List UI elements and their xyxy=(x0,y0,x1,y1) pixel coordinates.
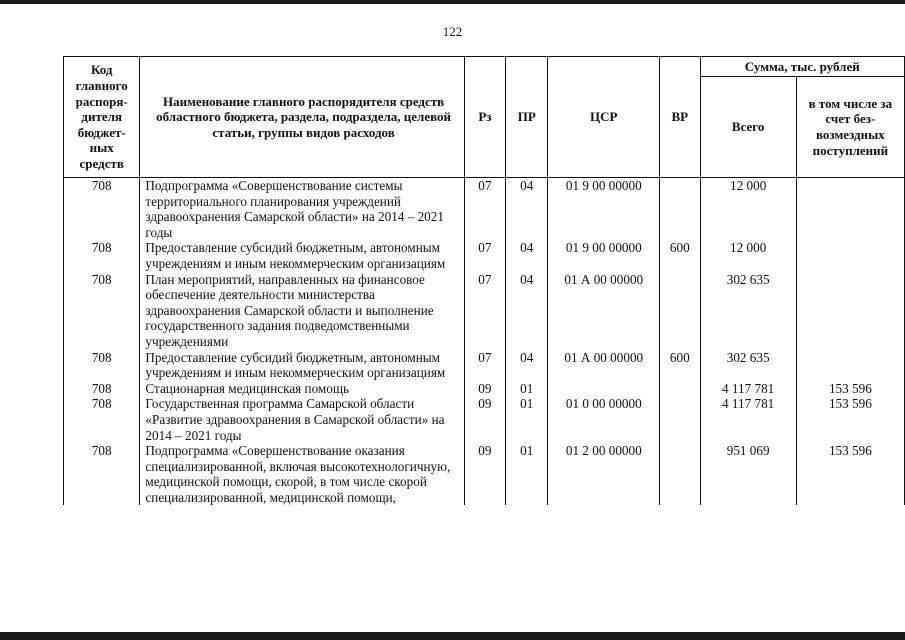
cell-kod: 708 xyxy=(64,240,140,271)
table-row xyxy=(64,350,905,381)
header-grant: в том числе за счет без-возмездных поступлений xyxy=(796,77,904,178)
cell-total: 12 000 xyxy=(700,240,796,271)
cell-pr: 01 xyxy=(506,396,548,443)
cell-name: План мероприятий, направленных на финансовое обеспечение деятельности министерства здравоохранения Самарской области и выполнение государственного задания подведомственными учреждениями xyxy=(140,272,464,350)
cell-rz: 07 xyxy=(464,240,505,271)
header-vr: ВР xyxy=(660,57,700,178)
cell-csr: 01 2 00 00000 xyxy=(548,443,660,505)
header-name: Наименование главного распорядителя средств областного бюджета, раздела, подраздела, целевой статьи, группы видов расходов xyxy=(140,57,464,178)
cell-csr: 01 0 00 00000 xyxy=(548,396,660,443)
cell-vr xyxy=(660,381,700,397)
header-rz: Рз xyxy=(464,57,505,178)
cell-pr: 01 xyxy=(506,381,548,397)
table-row xyxy=(64,381,905,397)
cell-pr: 01 xyxy=(506,443,548,505)
table-row xyxy=(64,240,905,271)
cell-total: 302 635 xyxy=(700,350,796,381)
table-row xyxy=(64,178,905,241)
cell-pr: 04 xyxy=(506,350,548,381)
cell-name: Государственная программа Самарской области «Развитие здравоохранения в Самарской области» на 2014 – 2021 годы xyxy=(140,396,464,443)
cell-rz: 07 xyxy=(464,178,505,241)
cell-vr xyxy=(660,443,700,505)
cell-csr: 01 А 00 00000 xyxy=(548,350,660,381)
cell-pr: 04 xyxy=(506,272,548,350)
cell-vr: 600 xyxy=(660,350,700,381)
cell-grant xyxy=(796,350,904,381)
cell-name: Стационарная медицинская помощь xyxy=(140,381,464,397)
cell-name: Предоставление субсидий бюджетным, автономным учреждениям и иным некоммерческим организациям xyxy=(140,240,464,271)
cell-kod: 708 xyxy=(64,381,140,397)
table-row xyxy=(64,396,905,443)
cell-pr: 04 xyxy=(506,240,548,271)
cell-grant xyxy=(796,178,904,241)
cell-kod: 708 xyxy=(64,178,140,241)
cell-total: 951 069 xyxy=(700,443,796,505)
cell-rz: 07 xyxy=(464,350,505,381)
cell-grant xyxy=(796,240,904,271)
bottom-border xyxy=(0,632,905,640)
cell-name: Предоставление субсидий бюджетным, автономным учреждениям и иным некоммерческим организациям xyxy=(140,350,464,381)
cell-name: Подпрограмма «Совершенствование оказания специализированной, включая высокотехнологичную, медицинской помощи, скорой, в том числе скорой специализированной, медицинской помощи, xyxy=(140,443,464,505)
cell-kod: 708 xyxy=(64,443,140,505)
cell-rz: 07 xyxy=(464,272,505,350)
header-csr: ЦСР xyxy=(548,57,660,178)
cell-kod: 708 xyxy=(64,350,140,381)
header-pr: ПР xyxy=(506,57,548,178)
header-sum: Сумма, тыс. рублей xyxy=(700,57,904,77)
cell-total: 4 117 781 xyxy=(700,396,796,443)
cell-csr: 01 9 00 00000 xyxy=(548,240,660,271)
cell-grant xyxy=(796,272,904,350)
cell-grant: 153 596 xyxy=(796,443,904,505)
cell-kod: 708 xyxy=(64,396,140,443)
header-kod: Код главного распоря-дителя бюджет-ных средств xyxy=(64,57,140,178)
cell-name: Подпрограмма «Совершенствование системы территориального планирования учреждений здравоохранения Самарской области» на 2014 – 2021 годы xyxy=(140,178,464,241)
cell-total: 12 000 xyxy=(700,178,796,241)
cell-rz: 09 xyxy=(464,396,505,443)
cell-vr xyxy=(660,396,700,443)
cell-pr: 04 xyxy=(506,178,548,241)
table-row xyxy=(64,443,905,505)
header-row-1 xyxy=(64,57,905,77)
page-number: 122 xyxy=(442,24,463,39)
cell-csr xyxy=(548,381,660,397)
cell-csr: 01 А 00 00000 xyxy=(548,272,660,350)
table-row xyxy=(64,272,905,350)
cell-vr xyxy=(660,272,700,350)
cell-rz: 09 xyxy=(464,443,505,505)
cell-kod: 708 xyxy=(64,272,140,350)
cell-total: 4 117 781 xyxy=(700,381,796,397)
cell-grant: 153 596 xyxy=(796,381,904,397)
cell-grant: 153 596 xyxy=(796,396,904,443)
cell-rz: 09 xyxy=(464,381,505,397)
cell-total: 302 635 xyxy=(700,272,796,350)
cell-csr: 01 9 00 00000 xyxy=(548,178,660,241)
budget-table xyxy=(63,56,905,505)
cell-vr: 600 xyxy=(660,240,700,271)
cell-vr xyxy=(660,178,700,241)
header-total: Всего xyxy=(700,77,796,178)
top-border xyxy=(0,0,905,4)
